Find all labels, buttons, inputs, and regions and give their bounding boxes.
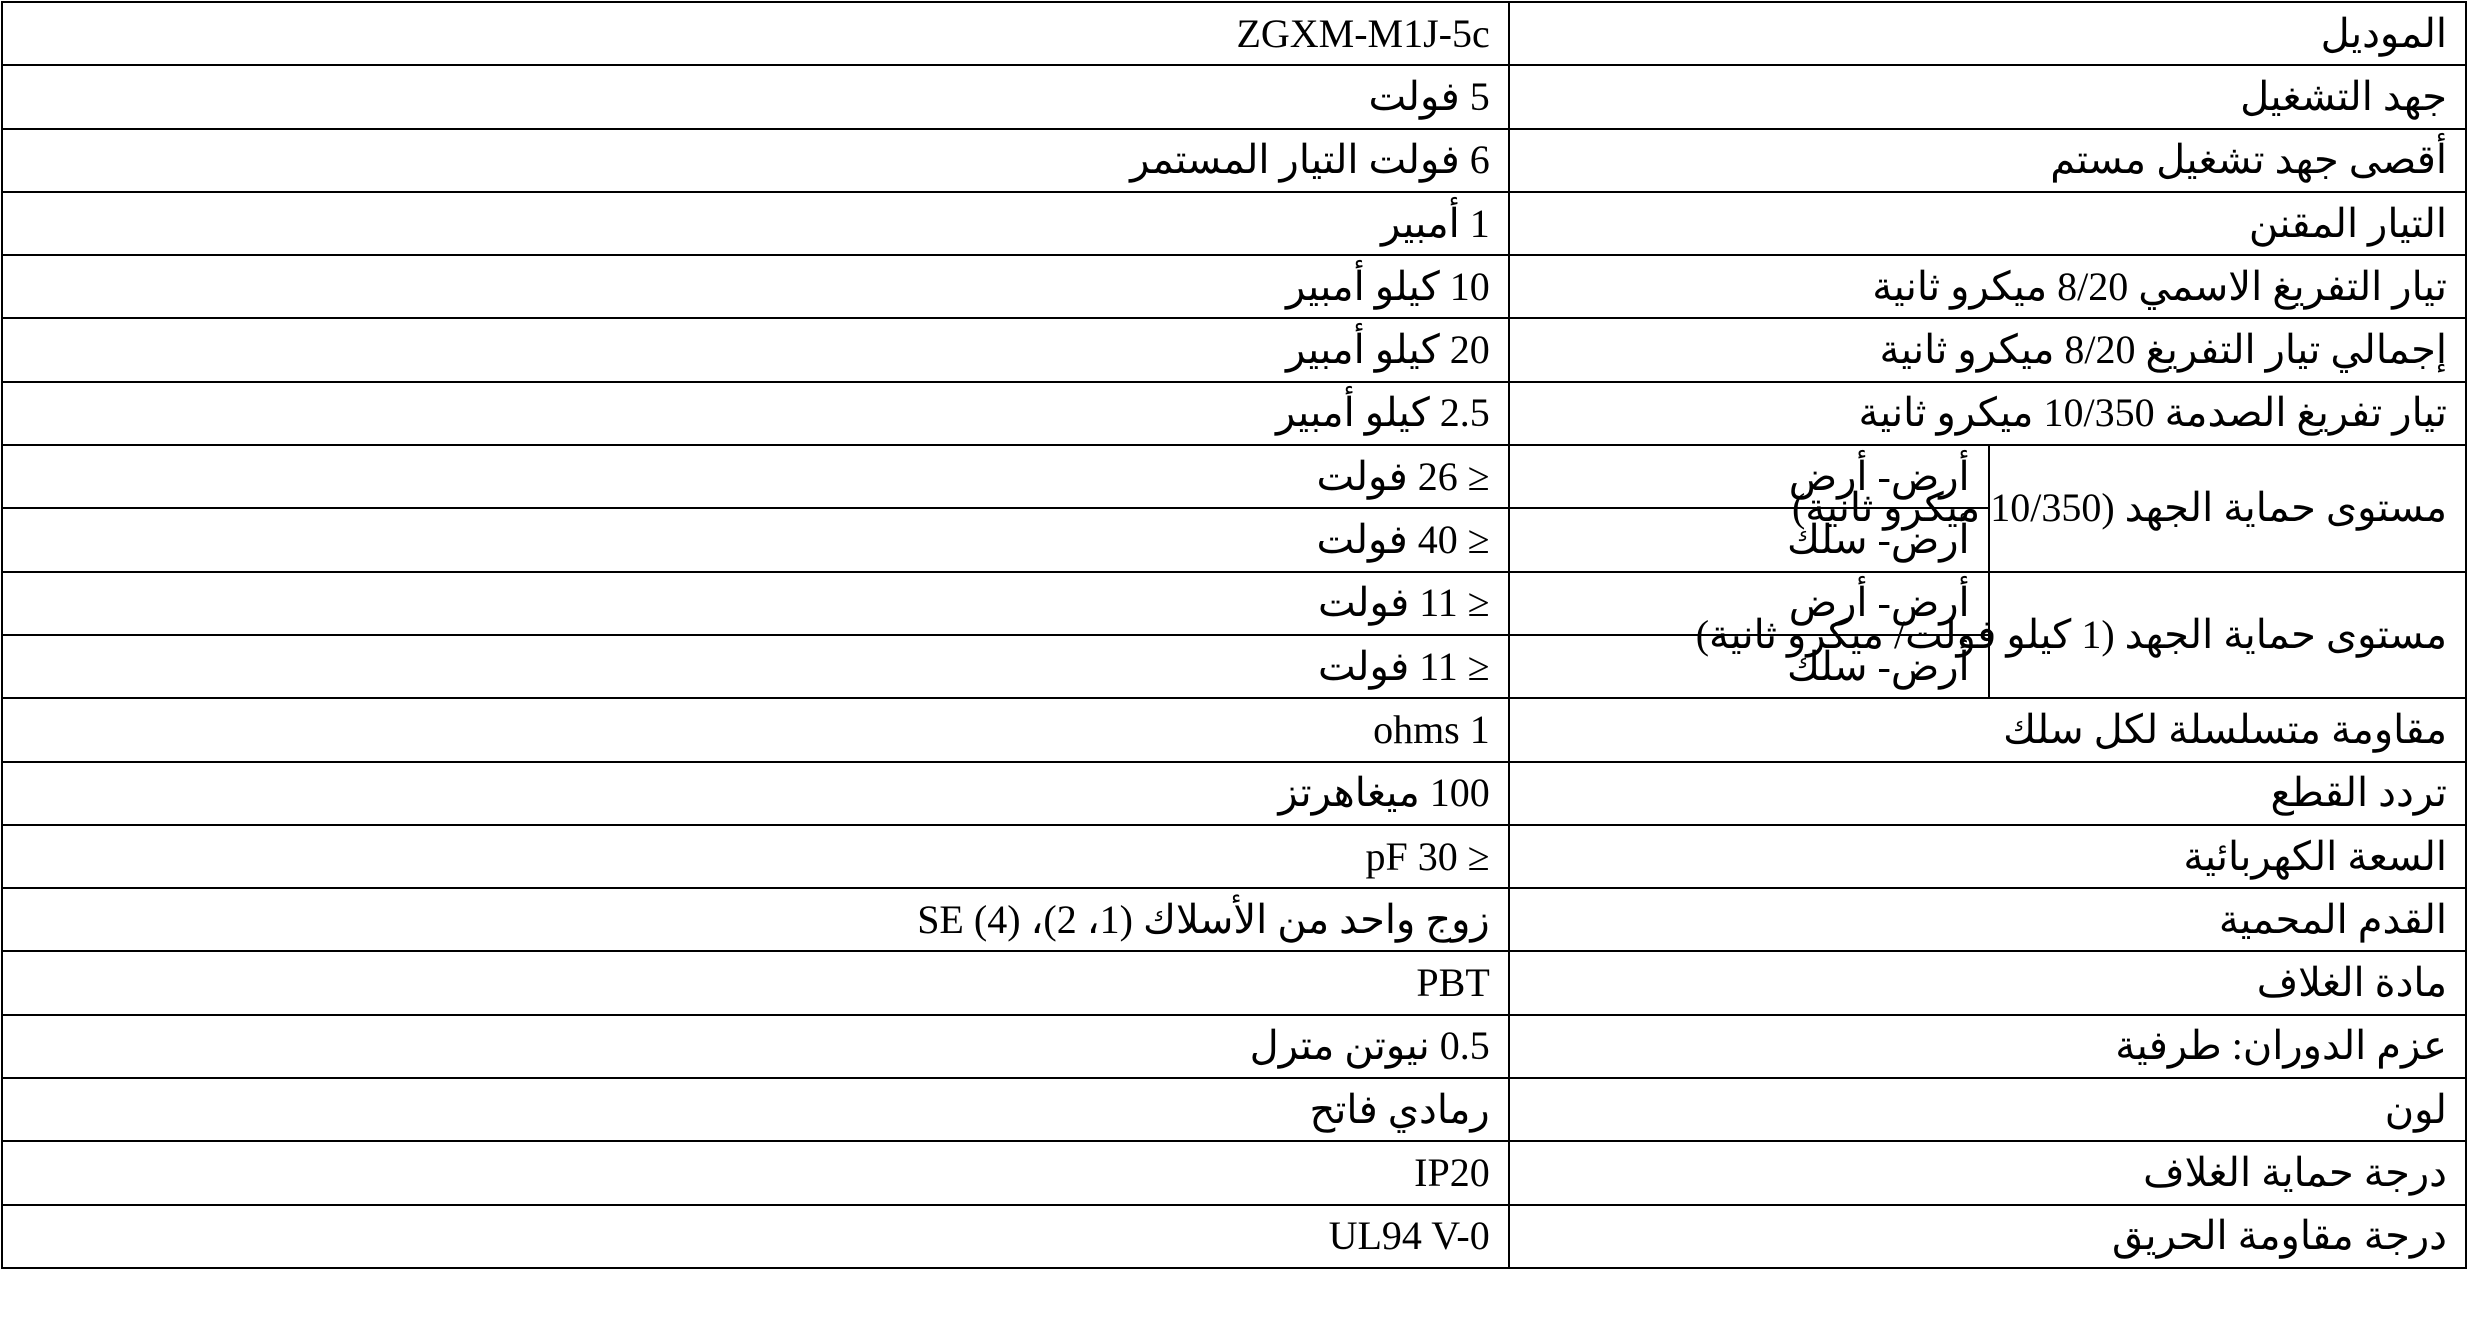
table-row bbox=[2, 1015, 2466, 1078]
table-row bbox=[2, 1141, 2466, 1204]
value-cell: UL94 V-0 bbox=[2, 1205, 1509, 1268]
param-cell: تردد القطع bbox=[1509, 762, 2466, 825]
table-row bbox=[2, 382, 2466, 445]
value-cell: 1 ohms bbox=[2, 698, 1509, 761]
param-cell: أقصى جهد تشغيل مستم bbox=[1509, 129, 2466, 192]
sub-label-cell: أرض- أرض bbox=[1509, 445, 1989, 508]
table-row bbox=[2, 318, 2466, 381]
param-cell: درجة مقاومة الحريق bbox=[1509, 1205, 2466, 1268]
table-row bbox=[2, 65, 2466, 128]
sub-label-cell: أرض- سلك bbox=[1509, 635, 1989, 698]
value-cell: 10 كيلو أمبير bbox=[2, 255, 1509, 318]
table-row bbox=[2, 2, 2466, 65]
value-cell: 5 فولت bbox=[2, 65, 1509, 128]
value-cell: رمادي فاتح bbox=[2, 1078, 1509, 1141]
param-cell: جهد التشغيل bbox=[1509, 65, 2466, 128]
value-cell: ZGXM-M1J-5c bbox=[2, 2, 1509, 65]
group-param-cell: مستوى حماية الجهد (1 كيلو فولت/ ميكرو ثانية) bbox=[1989, 572, 2466, 699]
value-cell: زوج واحد من الأسلاك (1، 2)، SE (4) bbox=[2, 888, 1509, 951]
value-cell: ≤ 40 فولت bbox=[2, 508, 1509, 571]
table-row bbox=[2, 951, 2466, 1014]
param-cell: التيار المقنن bbox=[1509, 192, 2466, 255]
value-cell: ≤ 26 فولت bbox=[2, 445, 1509, 508]
table-row bbox=[2, 192, 2466, 255]
value-cell: ≤ 11 فولت bbox=[2, 572, 1509, 635]
table-row bbox=[2, 825, 2466, 888]
table-row bbox=[2, 255, 2466, 318]
param-cell: تيار تفريغ الصدمة 10/350 ميكرو ثانية bbox=[1509, 382, 2466, 445]
spec-table bbox=[1, 1, 2467, 1269]
param-cell: تيار التفريغ الاسمي 8/20 ميكرو ثانية bbox=[1509, 255, 2466, 318]
param-cell: القدم المحمية bbox=[1509, 888, 2466, 951]
sub-label-cell: أرض- سلك bbox=[1509, 508, 1989, 571]
group-param-cell: مستوى حماية الجهد (10/350 ميكرو ثانية) bbox=[1989, 445, 2466, 572]
param-cell: لون bbox=[1509, 1078, 2466, 1141]
value-cell: 0.5 نيوتن مترل bbox=[2, 1015, 1509, 1078]
table-row bbox=[2, 445, 2466, 508]
value-cell: IP20 bbox=[2, 1141, 1509, 1204]
value-cell: 1 أمبير bbox=[2, 192, 1509, 255]
value-cell: 2.5 كيلو أمبير bbox=[2, 382, 1509, 445]
param-cell: مادة الغلاف bbox=[1509, 951, 2466, 1014]
table-row bbox=[2, 1078, 2466, 1141]
table-row bbox=[2, 572, 2466, 635]
param-cell: إجمالي تيار التفريغ 8/20 ميكرو ثانية bbox=[1509, 318, 2466, 381]
sub-label-cell: أرض- أرض bbox=[1509, 572, 1989, 635]
param-cell: درجة حماية الغلاف bbox=[1509, 1141, 2466, 1204]
param-cell: السعة الكهربائية bbox=[1509, 825, 2466, 888]
value-cell: ≤ 11 فولت bbox=[2, 635, 1509, 698]
table-row bbox=[2, 698, 2466, 761]
value-cell: PBT bbox=[2, 951, 1509, 1014]
table-row bbox=[2, 762, 2466, 825]
table-row bbox=[2, 888, 2466, 951]
value-cell: ≤ 30 pF bbox=[2, 825, 1509, 888]
table-row bbox=[2, 1205, 2466, 1268]
value-cell: 100 ميغاهرتز bbox=[2, 762, 1509, 825]
param-cell: الموديل bbox=[1509, 2, 2466, 65]
param-cell: عزم الدوران: طرفية bbox=[1509, 1015, 2466, 1078]
value-cell: 6 فولت التيار المستمر bbox=[2, 129, 1509, 192]
param-cell: مقاومة متسلسلة لكل سلك bbox=[1509, 698, 2466, 761]
value-cell: 20 كيلو أمبير bbox=[2, 318, 1509, 381]
table-row bbox=[2, 129, 2466, 192]
